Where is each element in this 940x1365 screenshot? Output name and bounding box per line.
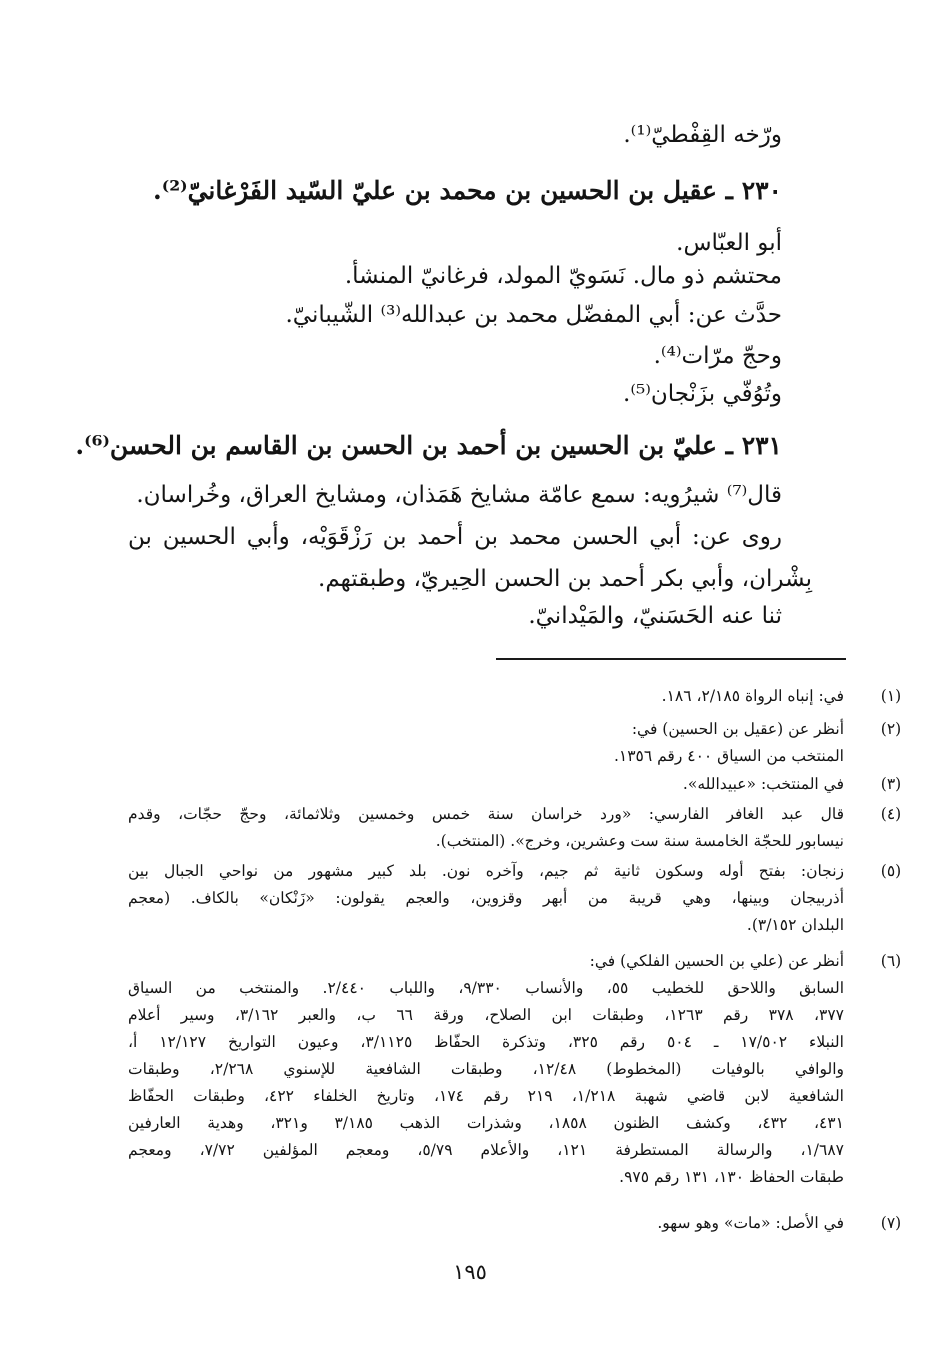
footnote-line: قال عبد الغافر الفارسي: «ورد خراسان سنة خمس وخمسين وثلاثمائة، وحجّ حجّات، وقدم	[128, 805, 844, 823]
footnote-3	[128, 771, 902, 798]
footnote-line: في المنتخب: «عبيدالله».	[682, 775, 844, 793]
footnote-line: النبلاء ١٧/٥٠٢ ـ ٥٠٤ رقم ٣٢٥، وتذكرة الحفّاظ ٣/١١٢٥، وعيون التواريخ ١٢/١٢٧ أ،	[128, 1033, 844, 1051]
kunya-line: أبو العبّاس.	[676, 230, 782, 256]
footnote-line: ١/٦٨٧، والرسالة المستطرفة ١٢١، والأعلام ٥/٧٩، ومعجم المؤلفين ٧/٧٢، ومعجم	[128, 1141, 844, 1159]
footnote-line: المنتخب من السياق ٤٠٠ رقم ١٣٥٦.	[613, 747, 844, 765]
footnote-number: (٥)	[880, 862, 902, 880]
death-line: وتُوُفّي بزَنْجان⁽⁵⁾.	[623, 381, 782, 407]
footnote-line: ٣٧٧، ٣٧٨ رقم ١٢٦٣، وطبقات ابن الصلاح، ورقة ٦٦ ب، والعبر ٣/١٦٢، وسير أعلام	[128, 1006, 844, 1024]
footnote-number: (٤)	[880, 805, 902, 823]
page-number: ١٩٥	[453, 1260, 487, 1284]
shiruyah-line: قال⁽⁷⁾ شيرُويه: سمع عامّة مشايخ هَمَذان، ومشايخ العراق، وخُراسان.	[136, 482, 782, 508]
footnote-number: (١)	[880, 687, 902, 705]
footnote-4	[128, 801, 902, 855]
footnote-line: زنجان: بفتح أوله وسكون ثانية ثم جيم، وآخره نون. بلد كبير مشهور من نواحي الجبال بين	[128, 862, 844, 880]
footnote-line: في الأصل: «مات» وهو سهو.	[657, 1214, 844, 1232]
footnote-number: (٦)	[880, 952, 902, 970]
footnote-line: الشافعية لابن قاضي شهبة ١/٢١٨، ٢١٩ رقم ١٧٤، وتاريخ الخلفاء ٤٢٢، وطبقات الحفّاظ	[128, 1087, 844, 1105]
description-line: محتشم ذو مال. نَسَويّ المولد، فرغانيّ المنشأ.	[344, 263, 782, 289]
footnote-line: والوافي بالوفيات (المخطوط) ١٢/٤٨، وطبقات الشافعية للإسنوي ٢/٢٦٨، وطبقات	[128, 1060, 844, 1078]
footnote-divider	[496, 658, 846, 660]
footnote-7	[128, 1210, 902, 1237]
footnote-line: السابق واللاحق للخطيب ٥٥، والأنساب ٩/٣٣٠، واللباب ٢/٤٤٠. والمنتخب من السياق	[128, 979, 845, 997]
footnote-line: ٤٣١، ٤٣٢، وكشف الظنون ١٨٥٨، وشذرات الذهب ٣/١٨٥ و٣٢١، وهدية العارفين	[128, 1114, 844, 1132]
hajj-line: وحجّ مرّات⁽⁴⁾.	[653, 343, 782, 369]
footnote-line: نيسابور للحجّة الخامسة سنة ست وعشرين، وخرج». (المنتخب).	[435, 832, 844, 850]
narrated-from-line-2: روى عن: أبي الحسن محمد بن أحمد بن رَزْقَوَيْه، وأبي الحسين بن	[128, 524, 782, 550]
footnote-line: في: إنباه الرواة ٢/١٨٥، ١٨٦.	[661, 687, 844, 705]
footnote-number: (٣)	[880, 775, 902, 793]
footnote-6	[128, 948, 902, 1191]
footnote-line: أنظر عن (عقيل بن الحسين) في:	[631, 720, 844, 738]
footnote-line: طبقات الحفاظ ١٣٠، ١٣١ رقم ٩٧٥.	[619, 1168, 844, 1186]
footnote-line: البلدان ٣/١٥٢).	[746, 916, 844, 934]
narrated-from-continuation: بِشْران، وأبي بكر أحمد بن الحسن الحِيريّ، وطبقتهم.	[318, 566, 812, 592]
text-line-date: ورّخه القِفْطيّ⁽¹⁾.	[623, 122, 782, 148]
students-line: ثنا عنه الحَسَنيّ، والمَيْدانيّ.	[528, 603, 782, 629]
footnote-number: (٢)	[880, 720, 902, 738]
footnote-5	[128, 858, 902, 939]
entry-heading-230: ٢٣٠ ـ عقيل بن الحسين بن محمد بن عليّ السّيد الفَرْغانيّ⁽²⁾.	[153, 176, 782, 205]
entry-heading-231: ٢٣١ ـ عليّ بن الحسين بن أحمد بن الحسن بن القاسم بن الحسن⁽⁶⁾.	[75, 431, 782, 460]
footnote-1	[128, 683, 902, 710]
footnote-number: (٧)	[880, 1214, 902, 1232]
footnote-line: أنظر عن (علي بن الحسين الفلكي) في:	[589, 952, 844, 970]
narrated-from-line: حدَّث عن: أبي المفضّل محمد بن عبدالله⁽³⁾ الشّيبانيّ.	[285, 302, 782, 328]
footnote-2	[128, 716, 902, 770]
footnote-line: أذربيجان وبينها، وهي قريبة من أبهر وقزوين، والعجم يقولون: «زَنْكان» بالكاف. (معجم	[128, 889, 844, 907]
